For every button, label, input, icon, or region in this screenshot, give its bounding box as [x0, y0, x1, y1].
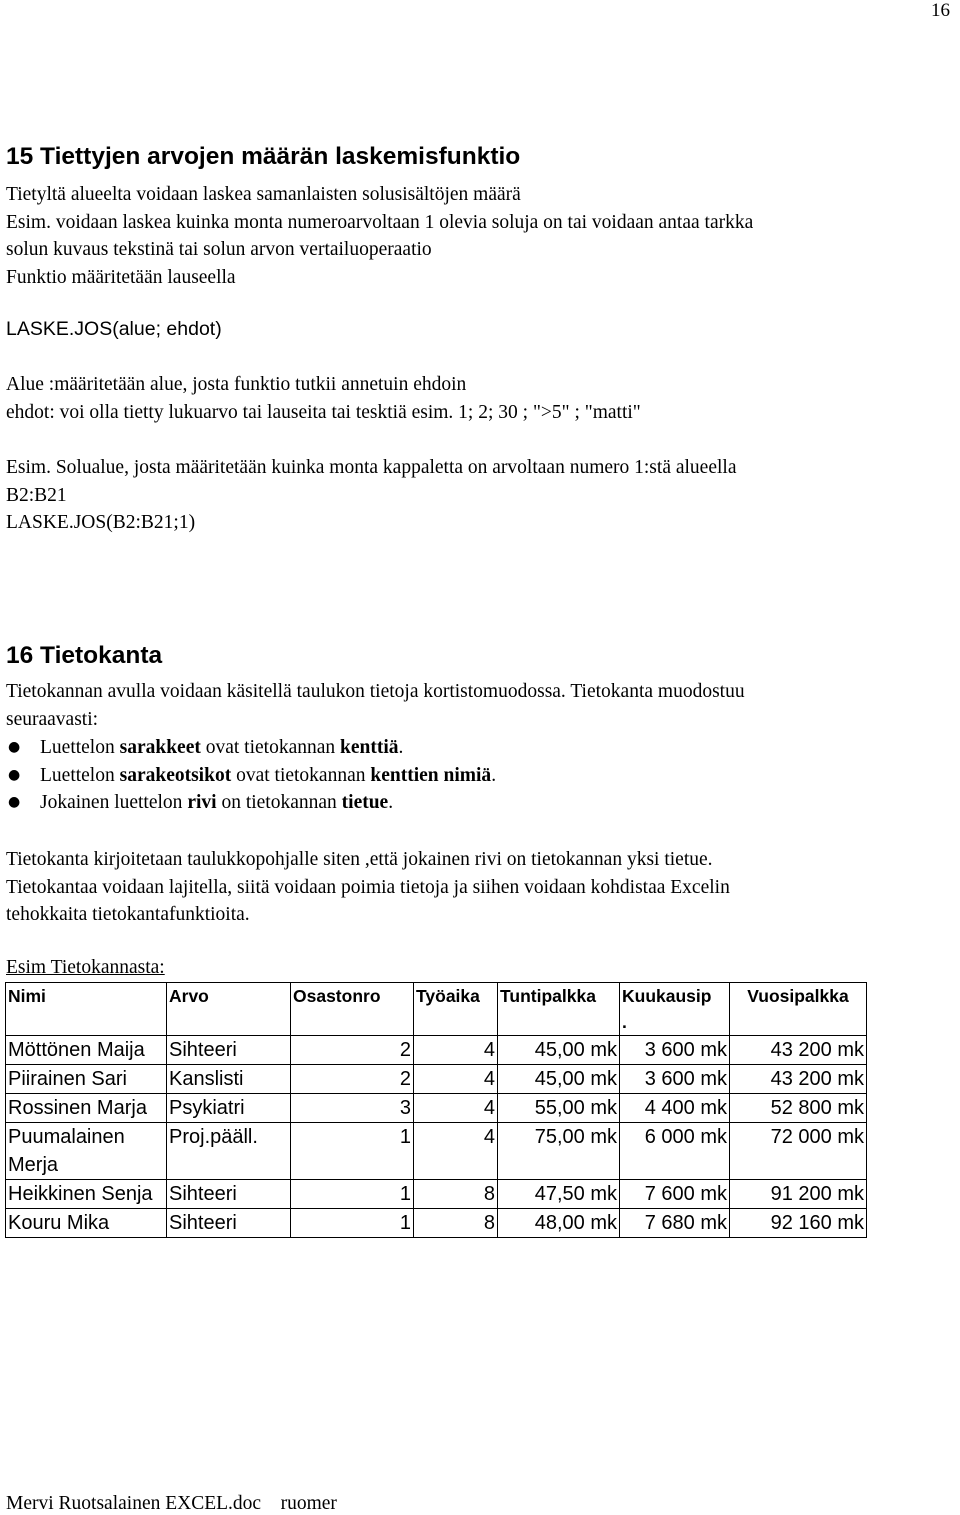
example-line: Esim. Solualue, josta määritetään kuinka monta kappaletta on arvoltaan numero 1:stä alueella	[6, 457, 737, 478]
cell-nimi: Piirainen Sari	[6, 1065, 167, 1094]
column-header: Vuosipalkka	[730, 983, 867, 1036]
cell-tyoaika: 4	[414, 1065, 498, 1094]
cell-vuosipalkka: 43 200 mk	[730, 1036, 867, 1065]
body-line: Tietokanta kirjoitetaan taulukkopohjalle siten ,että jokainen rivi on tietokannan yksi tietue.	[6, 849, 713, 870]
cell-nimi: Möttönen Maija	[6, 1036, 167, 1065]
cell-vuosipalkka: 91 200 mk	[730, 1180, 867, 1209]
cell-osasto: 3	[291, 1094, 414, 1123]
body-line: Tietokantaa voidaan lajitella, siitä voidaan poimia tietoja ja siihen voidaan kohdistaa Excelin	[6, 876, 730, 898]
table-row	[6, 1209, 867, 1238]
intro-line: Tietokannan avulla voidaan käsitellä taulukon tietoja kortistomuodossa. Tietokanta muodostuu	[6, 681, 745, 702]
section-15-heading: 15 Tiettyjen arvojen määrän laskemisfunktio	[6, 143, 521, 170]
bullet-icon: ●	[8, 794, 21, 810]
column-header: Arvo	[167, 983, 291, 1036]
cell-tuntipalkka: 48,00 mk	[498, 1209, 620, 1238]
cell-tuntipalkka: 47,50 mk	[498, 1180, 620, 1209]
cell-tuntipalkka: 45,00 mk	[498, 1065, 620, 1094]
cell-kuukausipalkka: 4 400 mk	[620, 1094, 730, 1123]
cell-arvo: Proj.pääll.	[167, 1123, 291, 1180]
column-header: Nimi	[6, 983, 167, 1036]
cell-arvo: Sihteeri	[167, 1036, 291, 1065]
cell-tyoaika: 4	[414, 1123, 498, 1180]
table-row	[6, 1036, 867, 1065]
body-line: tehokkaita tietokantafunktioita.	[6, 904, 250, 925]
cell-nimi: Heikkinen Senja	[6, 1180, 167, 1209]
cell-arvo: Sihteeri	[167, 1209, 291, 1238]
cell-vuosipalkka: 52 800 mk	[730, 1094, 867, 1123]
example-table-title: Esim Tietokannasta:	[6, 957, 165, 978]
employee-table	[5, 982, 867, 1238]
param-line: ehdot: voi olla tietty lukuarvo tai lauseita tai tesktiä esim. 1; 2; 30 ; ">5" ; "matti"	[6, 401, 641, 423]
column-header: Työaika	[414, 983, 498, 1036]
cell-tyoaika: 8	[414, 1209, 498, 1238]
list-item: ● Jokainen luettelon rivi on tietokannan tietue.	[6, 789, 496, 817]
list-item: ● Luettelon sarakkeet ovat tietokannan kenttiä.	[6, 734, 496, 762]
example-line: B2:B21	[6, 484, 67, 506]
list-item: ● Luettelon sarakeotsikot ovat tietokannan kenttien nimiä.	[6, 762, 496, 790]
cell-tuntipalkka: 55,00 mk	[498, 1094, 620, 1123]
intro-line: solun kuvaus tekstinä tai solun arvon vertailuoperaatio	[6, 239, 432, 260]
cell-nimi: Puumalainen Merja	[6, 1123, 167, 1180]
cell-nimi: Rossinen Marja	[6, 1094, 167, 1123]
cell-arvo: Sihteeri	[167, 1180, 291, 1209]
cell-arvo: Psykiatri	[167, 1094, 291, 1123]
page-footer: Mervi Ruotsalainen EXCEL.doc ruomer	[6, 1493, 337, 1514]
table-row	[6, 1094, 867, 1123]
section-16-heading: 16 Tietokanta	[6, 642, 163, 669]
intro-line: seuraavasti:	[6, 708, 99, 730]
page-number: 16	[931, 0, 950, 21]
section-16-intro	[6, 678, 951, 733]
cell-vuosipalkka: 43 200 mk	[730, 1065, 867, 1094]
column-header: Tuntipalkka	[498, 983, 620, 1036]
column-header: Kuukausip .	[620, 983, 730, 1036]
example-line: LASKE.JOS(B2:B21;1)	[6, 512, 196, 533]
cell-nimi: Kouru Mika	[6, 1209, 167, 1238]
cell-kuukausipalkka: 7 680 mk	[620, 1209, 730, 1238]
bullet-icon: ●	[8, 739, 21, 755]
cell-kuukausipalkka: 7 600 mk	[620, 1180, 730, 1209]
column-header: Osastonro	[291, 983, 414, 1036]
intro-line: Esim. voidaan laskea kuinka monta numeroarvoltaan 1 olevia soluja on tai voidaan antaa tarkka	[6, 211, 754, 233]
intro-line: Funktio määritetään lauseella	[6, 266, 236, 288]
syntax-line: LASKE.JOS(alue; ehdot)	[6, 318, 222, 340]
cell-osasto: 1	[291, 1180, 414, 1209]
bullet-icon: ●	[8, 766, 21, 783]
cell-kuukausipalkka: 3 600 mk	[620, 1036, 730, 1065]
cell-tyoaika: 4	[414, 1036, 498, 1065]
database-bullet-list	[6, 734, 496, 817]
cell-arvo: Kanslisti	[167, 1065, 291, 1094]
intro-line: Tietyltä alueelta voidaan laskea samanlaisten solusisältöjen määrä	[6, 184, 521, 205]
section-15-intro	[6, 181, 951, 291]
table-row	[6, 1065, 867, 1094]
table-row	[6, 1123, 867, 1180]
cell-kuukausipalkka: 6 000 mk	[620, 1123, 730, 1180]
cell-vuosipalkka: 92 160 mk	[730, 1209, 867, 1238]
cell-tyoaika: 4	[414, 1094, 498, 1123]
section-16-body	[6, 846, 951, 929]
parameter-description	[6, 371, 951, 426]
cell-osasto: 2	[291, 1036, 414, 1065]
cell-vuosipalkka: 72 000 mk	[730, 1123, 867, 1180]
cell-kuukausipalkka: 3 600 mk	[620, 1065, 730, 1094]
cell-tuntipalkka: 45,00 mk	[498, 1036, 620, 1065]
cell-tyoaika: 8	[414, 1180, 498, 1209]
table-header-row	[6, 983, 867, 1036]
cell-tuntipalkka: 75,00 mk	[498, 1123, 620, 1180]
param-line: Alue :määritetään alue, josta funktio tutkii annetuin ehdoin	[6, 374, 467, 395]
example-description	[6, 454, 951, 537]
cell-osasto: 2	[291, 1065, 414, 1094]
cell-osasto: 1	[291, 1209, 414, 1238]
cell-osasto: 1	[291, 1123, 414, 1180]
table-row	[6, 1180, 867, 1209]
